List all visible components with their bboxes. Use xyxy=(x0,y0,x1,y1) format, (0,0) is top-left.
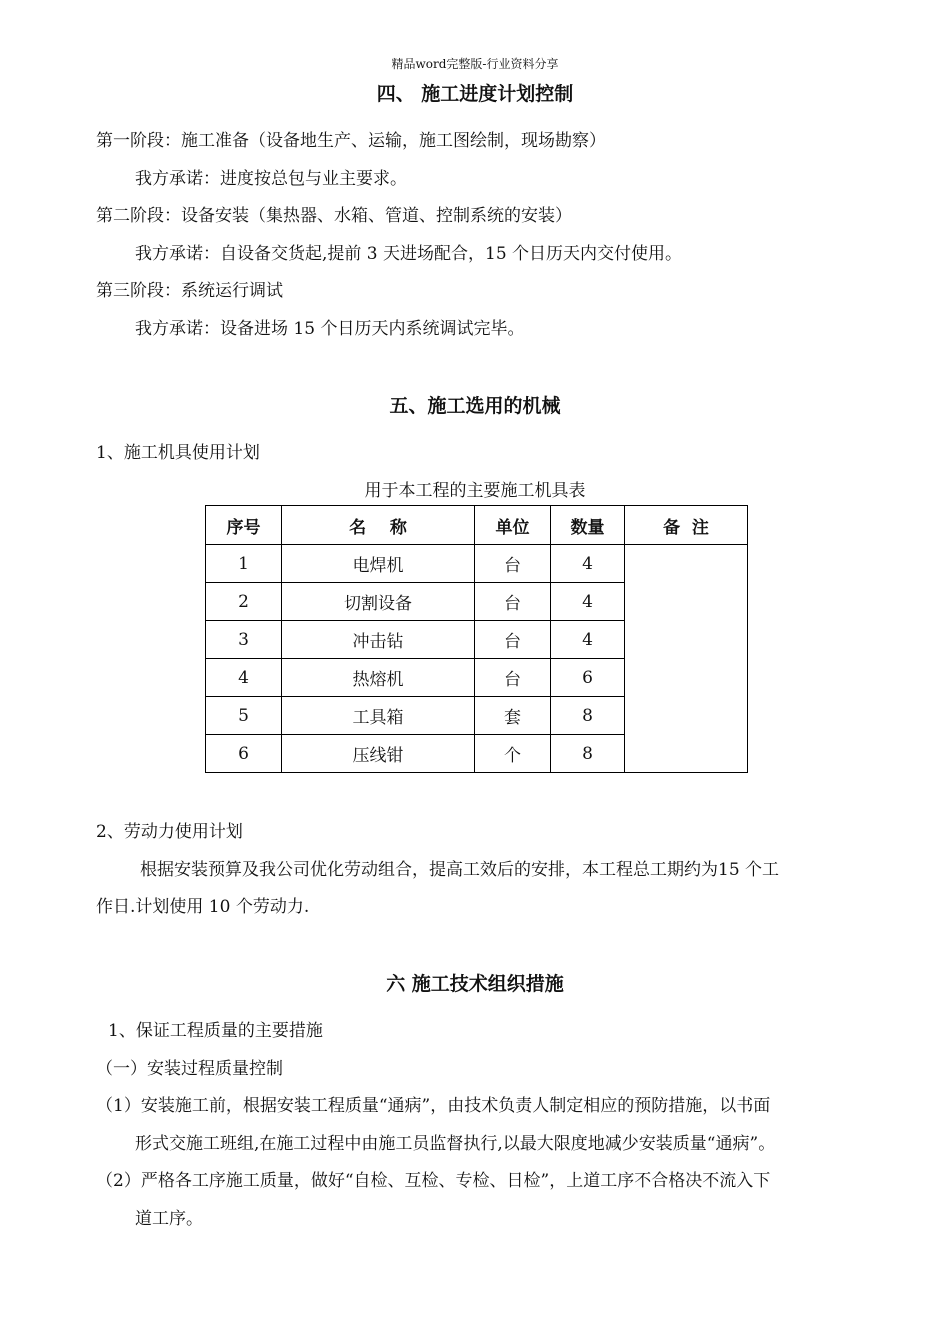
cell-qty: 4 xyxy=(551,545,625,583)
labor-plan-heading: 2、劳动力使用计划 xyxy=(96,822,243,842)
col-header-name: 名 称 xyxy=(282,506,475,545)
section-4-title: 四、 施工进度计划控制 xyxy=(376,83,574,105)
promise-1: 我方承诺：进度按总包与业主要求。 xyxy=(135,169,407,189)
cell-name: 电焊机 xyxy=(282,545,475,583)
cell-unit: 个 xyxy=(475,735,551,773)
stage-2: 第二阶段：设备安装（集热器、水箱、管道、控制系统的安装） xyxy=(96,206,572,226)
cell-no: 1 xyxy=(206,545,282,583)
item-2-line-2: 道工序。 xyxy=(135,1209,203,1229)
tools-plan-heading: 1、施工机具使用计划 xyxy=(96,443,260,463)
quality-control-subheading: （一）安装过程质量控制 xyxy=(96,1059,283,1079)
quality-measures-heading: 1、保证工程质量的主要措施 xyxy=(108,1021,323,1041)
cell-qty: 8 xyxy=(551,697,625,735)
cell-name: 切割设备 xyxy=(282,583,475,621)
item-1-line-1: （1）安装施工前，根据安装工程质量“通病”，由技术负责人制定相应的预防措施，以书面 xyxy=(96,1096,771,1116)
labor-paragraph-line-1: 根据安装预算及我公司优化劳动组合，提高工效后的安排，本工程总工期约为15 个工 xyxy=(140,860,780,880)
item-1-line-2: 形式交施工班组,在施工过程中由施工员监督执行,以最大限度地减少安装质量“通病”。 xyxy=(135,1134,776,1154)
stage-1: 第一阶段：施工准备（设备地生产、运输，施工图绘制，现场勘察） xyxy=(96,131,606,151)
cell-no: 4 xyxy=(206,659,282,697)
cell-unit: 台 xyxy=(475,621,551,659)
col-header-remark: 备 注 xyxy=(625,506,748,545)
cell-qty: 4 xyxy=(551,621,625,659)
col-header-unit: 单位 xyxy=(475,506,551,545)
cell-unit: 台 xyxy=(475,583,551,621)
section-5-title: 五、施工选用的机械 xyxy=(389,395,561,417)
labor-paragraph-line-2: 作日.计划使用 10 个劳动力. xyxy=(96,897,310,917)
promise-3: 我方承诺：设备进场 15 个日历天内系统调试完毕。 xyxy=(135,319,525,339)
cell-qty: 4 xyxy=(551,583,625,621)
cell-unit: 台 xyxy=(475,545,551,583)
cell-no: 5 xyxy=(206,697,282,735)
cell-unit: 台 xyxy=(475,659,551,697)
cell-name: 热熔机 xyxy=(282,659,475,697)
item-2-line-1: （2）严格各工序施工质量，做好“自检、互检、专检、日检”，上道工序不合格决不流入下 xyxy=(96,1171,771,1191)
cell-no: 3 xyxy=(206,621,282,659)
promise-2: 我方承诺：自设备交货起,提前 3 天进场配合，15 个日历天内交付使用。 xyxy=(135,244,683,264)
cell-no: 6 xyxy=(206,735,282,773)
cell-remark xyxy=(625,545,748,773)
table-header-row xyxy=(206,506,748,545)
page-header: 精品word完整版-行业资料分享 xyxy=(391,57,559,71)
cell-unit: 套 xyxy=(475,697,551,735)
cell-qty: 6 xyxy=(551,659,625,697)
stage-3: 第三阶段：系统运行调试 xyxy=(96,281,283,301)
table-caption: 用于本工程的主要施工机具表 xyxy=(364,481,586,501)
table-row xyxy=(206,545,748,583)
cell-qty: 8 xyxy=(551,735,625,773)
tools-table xyxy=(205,505,748,773)
cell-name: 工具箱 xyxy=(282,697,475,735)
cell-no: 2 xyxy=(206,583,282,621)
cell-name: 压线钳 xyxy=(282,735,475,773)
cell-name: 冲击钻 xyxy=(282,621,475,659)
col-header-qty: 数量 xyxy=(551,506,625,545)
section-6-title: 六 施工技术组织措施 xyxy=(386,973,564,995)
col-header-no: 序号 xyxy=(206,506,282,545)
